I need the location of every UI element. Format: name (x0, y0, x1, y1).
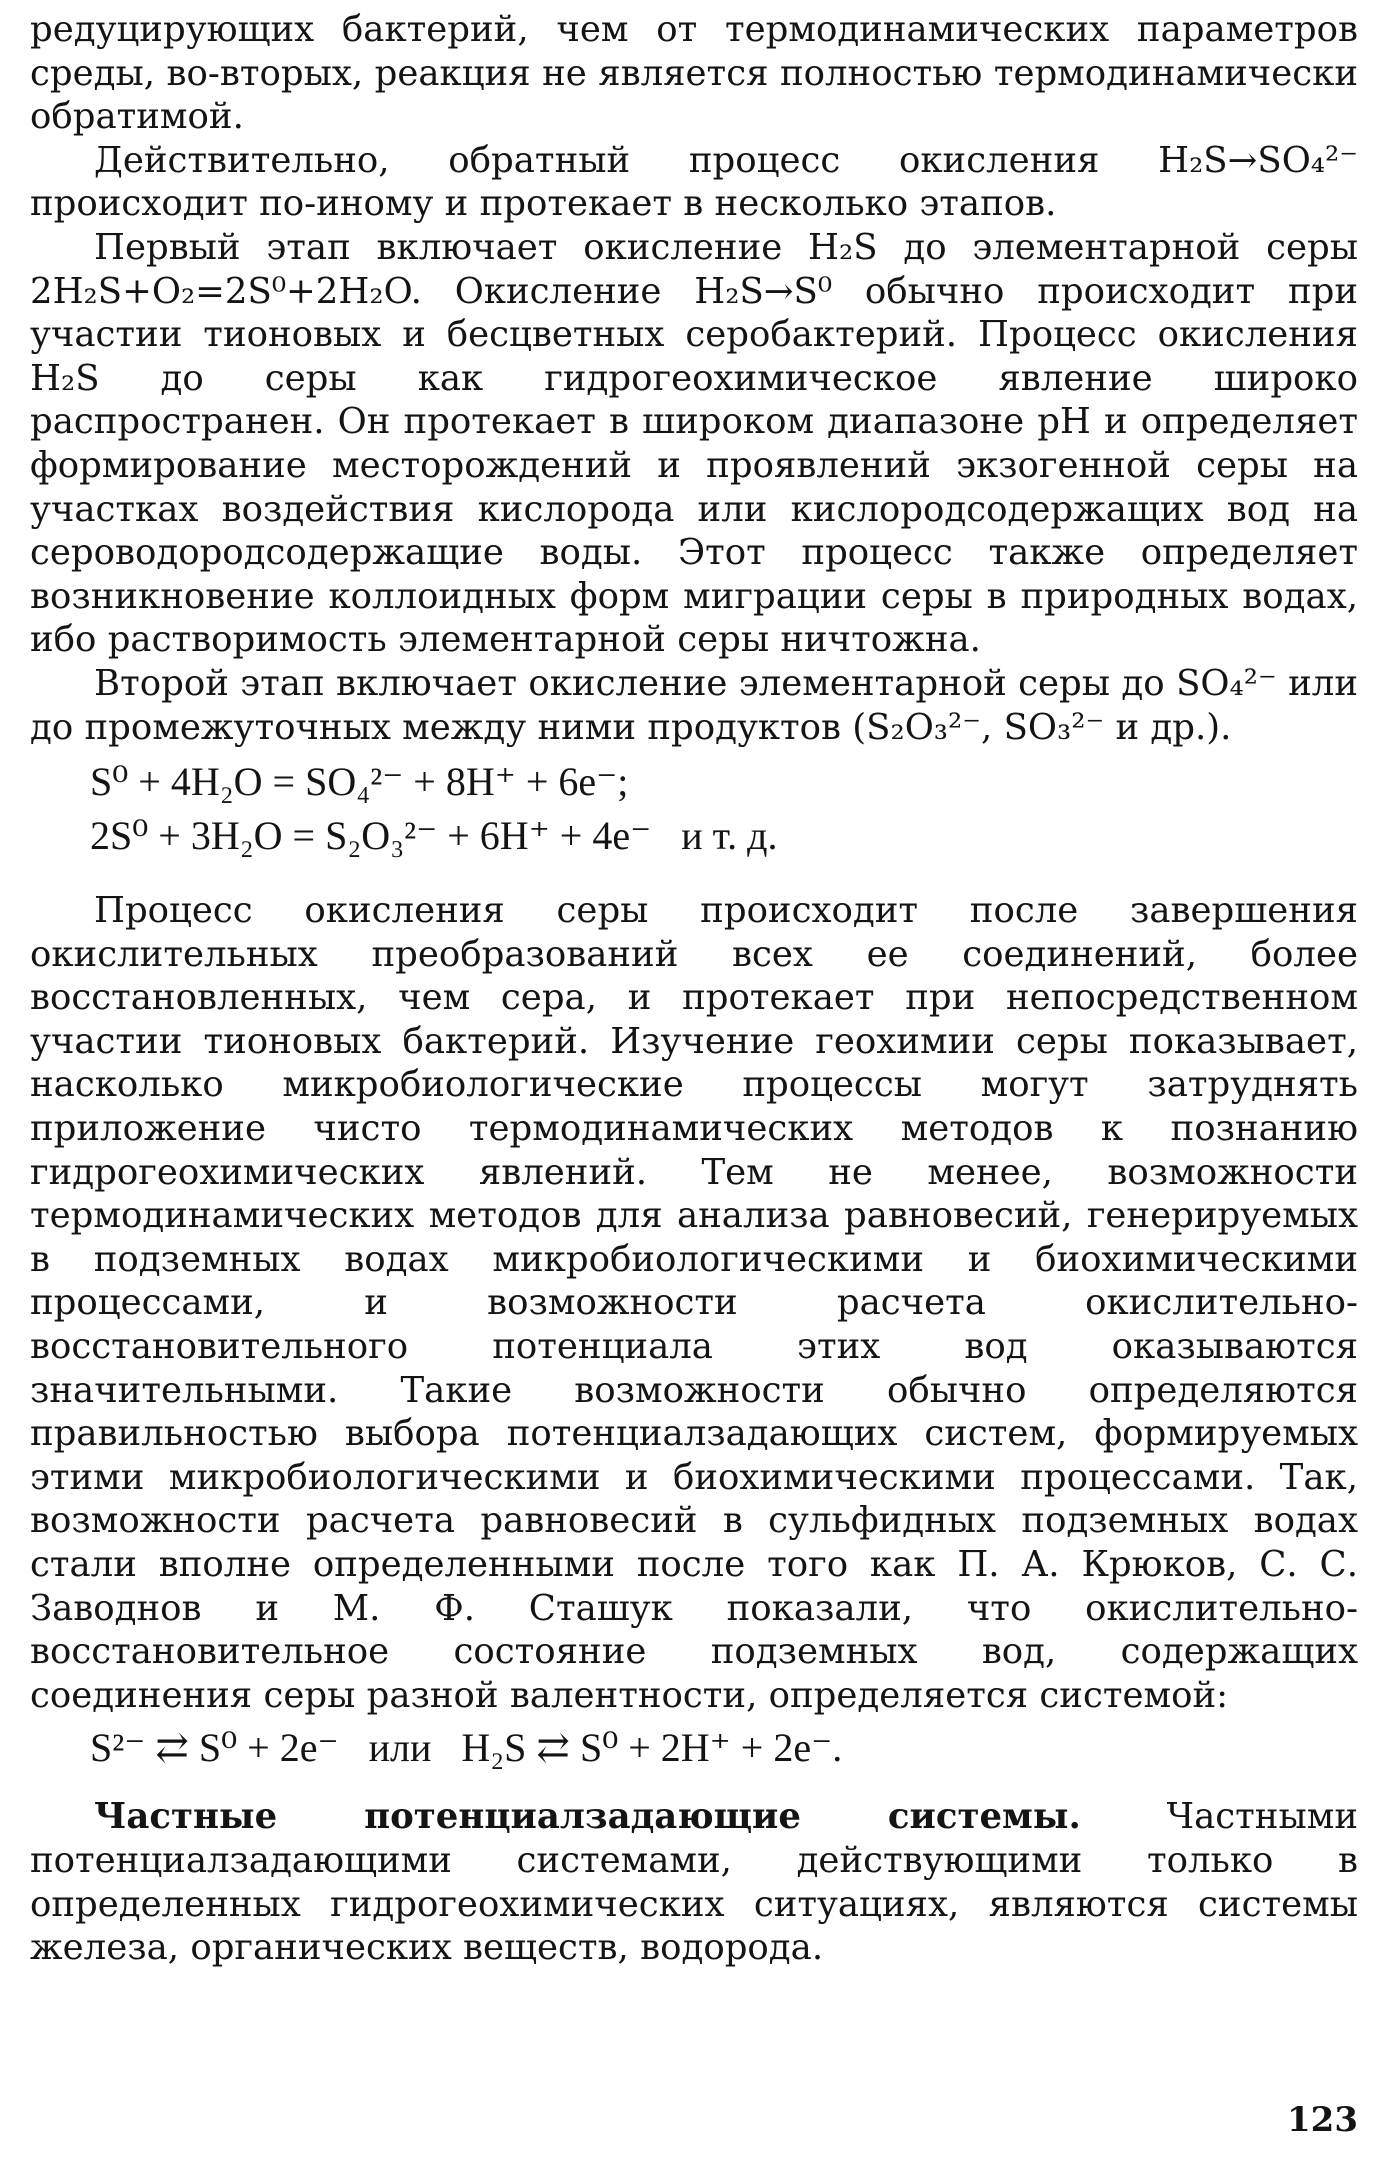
section-heading: Частные потенциалзадающие системы. (94, 1796, 1081, 1838)
paragraph-second-stage: Второй этап включает окисление элементарной серы до SO₄²⁻ или до промежуточных между ними продуктов (S₂O₃²⁻, SO₃²⁻ и др.). (30, 662, 1358, 748)
page-number: 123 (1287, 2100, 1358, 2140)
paragraph-sulfur-oxidation: Процесс окисления серы происходит после завершения окислительных преобразований всех ее соединений, более восстановленных, чем сера, и протекает при непосредственном участии тионовых бактерий. Изучение геохимии серы показывает, насколько микробиологические процессы могут затруднять приложение чисто термодинамических методов к познанию гидрогеохимических явлений. Тем не менее, возможности термодинамических методов для анализа равновесий, генерируемых в подземных водах микробиологическими и биохимическими процессами, и возможности расчета окислительно-восстановительного потенциала этих вод оказываются значительными. Такие возможности обычно определяются правильностью выбора потенциалзадающих систем, формируемых этими микробиологическими и биохимическими процессами. Так, возможности расчета равновесий в сульфидных подземных водах стали вполне определенными после того как П. А. Крюков, С. С. Заводнов и М. Ф. Сташук показали, что окислительно-восстановительное состояние подземных вод, содержащих соединения серы разной валентности, определяется системой: (30, 890, 1358, 1716)
section-text: Частными потенциалзадающими системами, действующими только в определенных гидрогеохимических ситуациях, являются системы железа, органических веществ, водорода. (30, 1796, 1358, 1969)
formula-sulfate-oxidation: S⁰ + 4H₂O = SO₄²⁻ + 8H⁺ + 6e⁻; (90, 759, 629, 805)
formula-sulfide-system: S²⁻ ⇄ S⁰ + 2e⁻ или H₂S ⇄ S⁰ + 2H⁺ + 2e⁻. (90, 1725, 843, 1771)
paragraph-reverse-process: Действительно, обратный процесс окисления H₂S→SO₄²⁻ происходит по-иному и протекает в несколько этапов. (30, 139, 1358, 225)
paragraph-partial-systems (30, 1795, 1358, 1969)
paragraph-first-stage: Первый этап включает окисление H₂S до элементарной серы 2H₂S+O₂=2S⁰+2H₂O. Окисление H₂S→S⁰ обычно происходит при участии тионовых и бесцветных серобактерий. Процесс окисления H₂S до серы как гидрогеохимическое явление широко распространен. Он протекает в широком диапазоне pH и определяет формирование месторождений и проявлений экзогенной серы на участках воздействия кислорода или кислородсодержащих вод на сероводородсодержащие воды. Этот процесс также определяет возникновение коллоидных форм миграции серы в природных водах, ибо растворимость элементарной серы ничтожна. (30, 226, 1358, 661)
paragraph-continuation: редуцирующих бактерий, чем от термодинамических параметров среды, во-вторых, реакция не является полностью термодинамически обратимой. (30, 9, 1358, 138)
formula-thiosulfate-oxidation: 2S⁰ + 3H₂O = S₂O₃²⁻ + 6H⁺ + 4e⁻ и т. д. (90, 813, 778, 859)
